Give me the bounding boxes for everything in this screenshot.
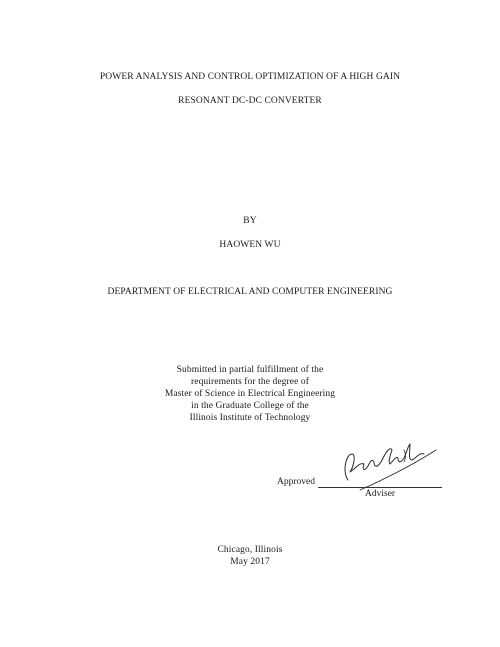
adviser-label: Adviser <box>365 489 396 499</box>
submission-date: May 2017 <box>230 557 270 567</box>
thesis-title-line-2: RESONANT DC-DC CONVERTER <box>178 96 322 106</box>
location: Chicago, Illinois <box>217 545 283 555</box>
adviser-signature <box>338 432 438 492</box>
submission-line-1: Submitted in partial fulfillment of the <box>176 365 324 375</box>
submission-line-2: requirements for the degree of <box>190 377 309 387</box>
signature-line <box>318 487 442 488</box>
submission-line-4: in the Graduate College of the <box>191 401 309 411</box>
by-label: BY <box>243 216 257 226</box>
thesis-title-line-1: POWER ANALYSIS AND CONTROL OPTIMIZATION OF A HIGH GAIN <box>99 72 401 82</box>
department-name: DEPARTMENT OF ELECTRICAL AND COMPUTER ENGINEERING <box>107 287 393 297</box>
submission-line-5: Illinois Institute of Technology <box>189 413 311 423</box>
submission-line-3: Master of Science in Electrical Engineering <box>164 389 336 399</box>
approved-label: Approved <box>277 477 315 487</box>
author-name: HAOWEN WU <box>219 240 281 250</box>
